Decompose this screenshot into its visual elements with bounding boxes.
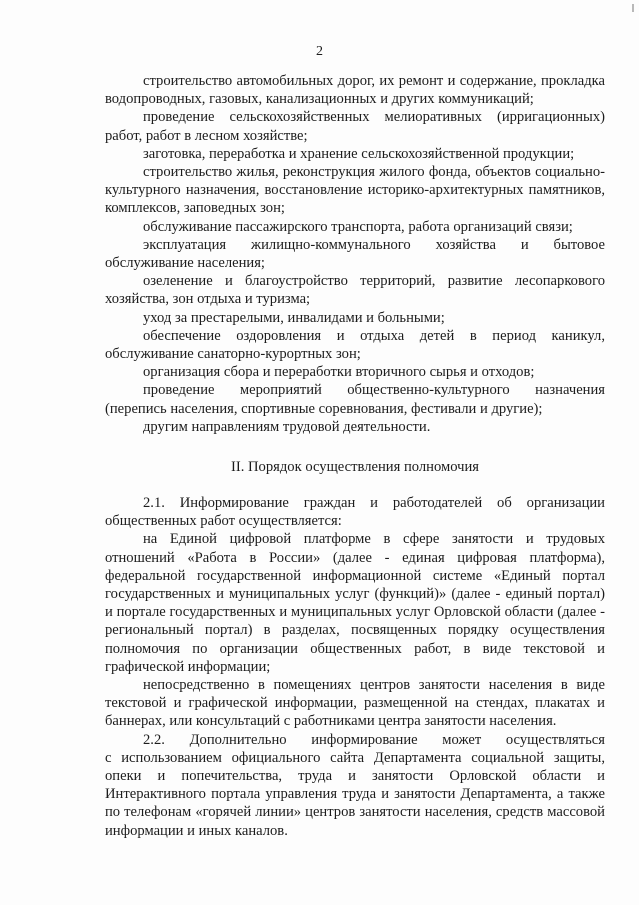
section-heading: II. Порядок осуществления полномочия xyxy=(231,459,479,475)
list-item: обеспечение оздоровления и отдыха детей в период каникул, обслуживание санаторно-курортных зон; xyxy=(105,327,605,363)
list-item: эксплуатация жилищно-коммунального хозяйства и бытовое обслуживание населения; xyxy=(105,236,605,272)
work-types-list xyxy=(105,72,605,436)
list-item: строительство жилья, реконструкция жилого фонда, объектов социально-культурного назначения, восстановление историко-архитектурных памятников, комплексов, заповедных зон; xyxy=(105,164,605,217)
page-number: 2 xyxy=(316,44,323,59)
list-item: организация сбора и переработки вторичного сырья и отходов; xyxy=(143,364,535,381)
list-item: проведение мероприятий общественно-культурного назначения (перепись населения, спортивные соревнования, фестивали и другие); xyxy=(105,382,605,417)
scan-mark xyxy=(632,4,634,12)
list-item: строительство автомобильных дорог, их ремонт и содержание, прокладка водопроводных, газовых, канализационных и других коммуникаций; xyxy=(105,73,605,108)
paragraph: 2.1. Информирование граждан и работодателей об организации общественных работ осуществляется: xyxy=(105,495,605,530)
list-item: обслуживание пассажирского транспорта, работа организаций связи; xyxy=(143,218,573,235)
list-item: заготовка, переработка и хранение сельскохозяйственной продукции; xyxy=(143,145,575,162)
list-item: уход за престарелыми, инвалидами и больными; xyxy=(143,309,445,326)
list-item: проведение сельскохозяйственных мелиоративных (ирригационных) работ, работ в лесном хозяйстве; xyxy=(105,109,605,144)
section-body xyxy=(105,494,605,840)
paragraph: непосредственно в помещениях центров занятости населения в виде текстовой и графической информации, размещенной на стендах, плакатах и баннерах, или консультаций с работниками центра занятости населения. xyxy=(105,677,605,730)
list-item: озеленение и благоустройство территорий, развитие лесопаркового хозяйства, зон отдыха и туризма; xyxy=(105,273,605,308)
list-item: другим направлениям трудовой деятельности. xyxy=(143,418,431,435)
paragraph: с использованием официального сайта Департамента социальной защиты, опеки и попечительства, труда и занятости Орловской области и Интерактивного портала управления труда и занятости Департамента, а также по телефонам «горячей линии» центров занятости населения, средств массовой информации и иных каналов. xyxy=(105,749,605,839)
paragraph: 2.2. Дополнительно информирование может осуществляться xyxy=(143,731,605,748)
paragraph: на Единой цифровой платформе в сфере занятости и трудовых отношений «Работа в России» (далее - единая цифровая платформа), федеральной государственной информационной системе «Единый портал государственных и муниципальных услуг (функций)» (далее - единый портал) и портале государственных и муниципальных услуг Орловской области (далее - региональный портал) в разделах, посвященных порядку осуществления полномочия по организации общественных работ, в виде текстовой и графической информации; xyxy=(105,531,605,675)
